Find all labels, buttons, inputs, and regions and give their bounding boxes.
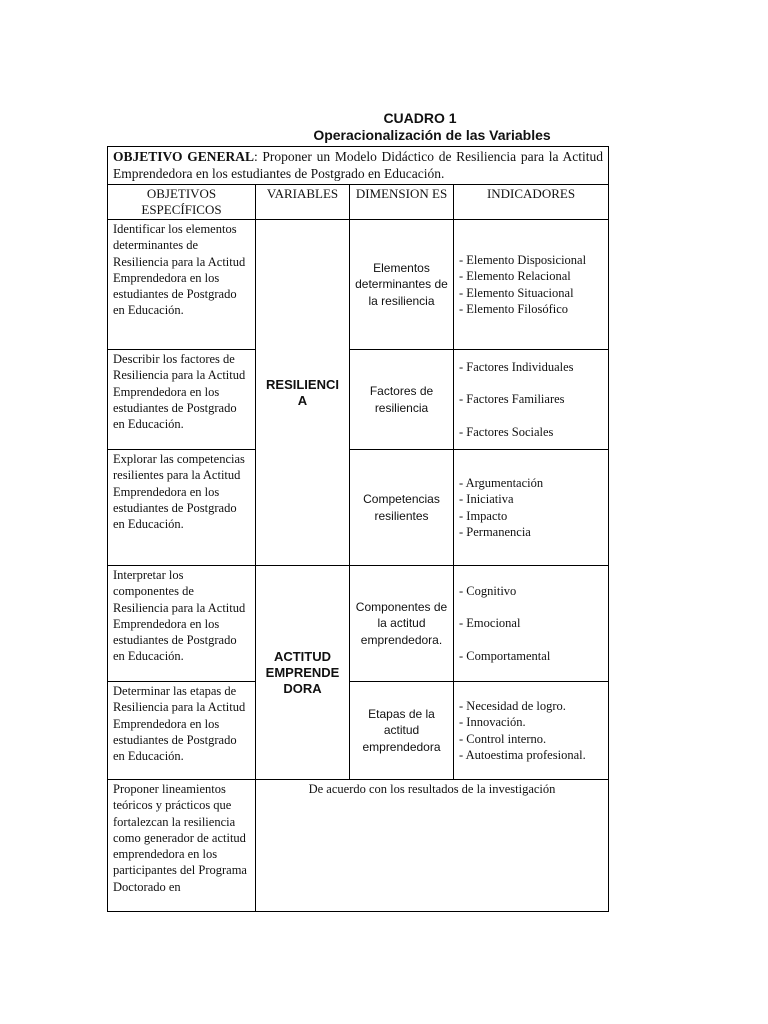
- indicator-item: - Elemento Filosófico: [459, 301, 569, 316]
- specific-objective-4: Interpretar los componentes de Resiliencia para la Actitud Emprendedora en los estudiantes de Postgrado en Educación.: [108, 566, 256, 682]
- indicator-item: - Innovación.: [459, 715, 526, 730]
- header-variables: VARIABLES: [256, 185, 350, 220]
- indicator-item: - Elemento Disposicional: [459, 252, 587, 267]
- indicators-5: [454, 682, 609, 780]
- indicator-item: - Factores Individuales: [459, 359, 574, 374]
- general-objective-label: OBJETIVO GENERAL: [113, 149, 254, 164]
- specific-objective-6: Proponer lineamientos teóricos y prácticos que fortalezcan la resiliencia como generador de actitud emprendedora en los participantes del Programa Doctorado en: [108, 780, 256, 912]
- header-objetivos: OBJETIVOS ESPECÍFICOS: [108, 185, 256, 220]
- dimension-1: Elementos determinantes de la resiliencia: [350, 220, 454, 350]
- header-dimensiones: DIMENSION ES: [350, 185, 454, 220]
- indicator-item: - Autoestima profesional.: [459, 747, 586, 762]
- indicator-item: - Permanencia: [459, 524, 531, 539]
- dimension-5: Etapas de la actitud emprendedora: [350, 682, 454, 780]
- indicator-item: - Control interno.: [459, 731, 547, 746]
- dimension-3: Competencias resilientes: [350, 450, 454, 566]
- dimension-4: Componentes de la actitud emprendedora.: [350, 566, 454, 682]
- specific-objective-5: Determinar las etapas de Resiliencia para la Actitud Emprendedora en los estudiantes de Postgrado en Educación.: [108, 682, 256, 780]
- indicator-item: - Elemento Relacional: [459, 269, 571, 284]
- indicators-4: [454, 566, 609, 682]
- indicator-item: - Factores Sociales: [459, 424, 554, 439]
- indicators-2: [454, 350, 609, 450]
- indicator-item: - Comportamental: [459, 648, 551, 663]
- header-indicadores: INDICADORES: [454, 185, 609, 220]
- indicator-item: - Factores Familiares: [459, 392, 565, 407]
- indicator-item: - Impacto: [459, 508, 508, 523]
- indicator-item: - Iniciativa: [459, 492, 514, 507]
- indicator-item: - Cognitivo: [459, 583, 517, 598]
- table-subtitle: Operacionalización de las Variables: [313, 127, 551, 143]
- indicator-item: - Necesidad de logro.: [459, 698, 566, 713]
- table-title: CUADRO 1: [383, 110, 457, 126]
- indicator-item: - Elemento Situacional: [459, 285, 574, 300]
- indicator-item: - Argumentación: [459, 475, 544, 490]
- operationalization-table: [107, 146, 609, 912]
- specific-objective-2: Describir los factores de Resiliencia para la Actitud Emprendedora en los estudiantes de Postgrado en Educación.: [108, 350, 256, 450]
- general-objective: [108, 147, 609, 185]
- variable-resiliencia: RESILIENCI A: [256, 220, 350, 566]
- indicators-3: [454, 450, 609, 566]
- dimension-2: Factores de resiliencia: [350, 350, 454, 450]
- variable-actitud-emprendedora: ACTITUD EMPRENDE DORA: [256, 566, 350, 780]
- general-objective-text: : Proponer un Modelo Didáctico de Resiliencia para la Actitud Emprendedora en los estudiantes de Postgrado en Educación.: [113, 149, 603, 181]
- indicators-1: [454, 220, 609, 350]
- indicator-item: - Emocional: [459, 616, 521, 631]
- specific-objective-1: Identificar los elementos determinantes de Resiliencia para la Actitud Emprendedora en los estudiantes de Postgrado en Educación.: [108, 220, 256, 350]
- specific-objective-3: Explorar las competencias resilientes para la Actitud Emprendedora en los estudiantes de Postgrado en Educación.: [108, 450, 256, 566]
- results-note: De acuerdo con los resultados de la investigación: [256, 780, 609, 912]
